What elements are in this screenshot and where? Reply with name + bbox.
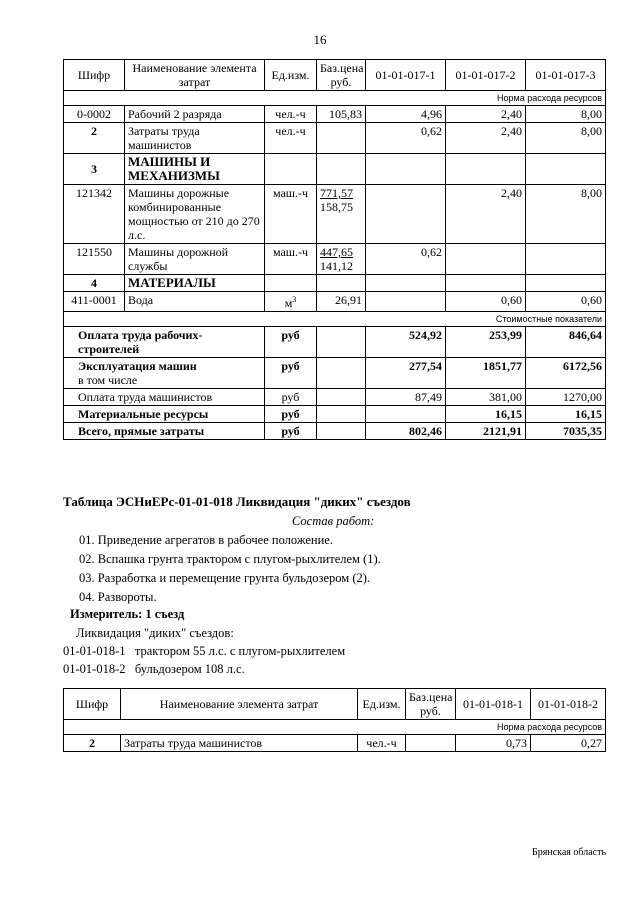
cost-row bbox=[64, 423, 606, 440]
table-header bbox=[64, 60, 606, 91]
row-value-3: 8,00 bbox=[526, 123, 606, 154]
footer-region: Брянская область bbox=[531, 847, 606, 858]
section-title: Таблица ЭСНиЕРс-01-01-018 Ликвидация "диких" съездов bbox=[63, 494, 411, 509]
resource-table-01-01-017 bbox=[63, 59, 606, 440]
row-unit: чел.-ч bbox=[265, 123, 317, 154]
row-price bbox=[317, 244, 366, 275]
cost-value-3: 16,15 bbox=[526, 406, 606, 423]
row-code: 121550 bbox=[64, 244, 125, 275]
row-unit: чел.-ч bbox=[358, 735, 406, 752]
cost-value-2: 2121,91 bbox=[446, 423, 526, 440]
row-code: 2 bbox=[64, 735, 121, 752]
cost-label-row bbox=[64, 312, 606, 327]
cost-value-2: 253,99 bbox=[446, 327, 526, 358]
work-item-3: 03. Разработка и перемещение грунта бульдозером (2). bbox=[79, 571, 371, 585]
variant-item-2: 01-01-018-2 бульдозером 108 л.с. bbox=[63, 662, 245, 676]
row-price-top: 771,57 bbox=[320, 186, 353, 200]
section-row-materials bbox=[64, 275, 606, 292]
cost-row bbox=[64, 358, 606, 389]
page-number: 16 bbox=[313, 32, 327, 47]
cost-row bbox=[64, 327, 606, 358]
cost-unit: руб bbox=[265, 358, 317, 389]
row-code: 121342 bbox=[64, 185, 125, 244]
cost-value-1: 87,49 bbox=[366, 389, 446, 406]
work-item-4: 04. Развороты. bbox=[79, 590, 157, 604]
row-value-2: 2,40 bbox=[446, 185, 526, 244]
row-unit: $м^3$ bbox=[265, 292, 317, 312]
row-name: Затраты труда машинистов bbox=[121, 735, 358, 752]
row-value-1: 4,96 bbox=[366, 106, 446, 123]
row-value-1: 0,62 bbox=[366, 123, 446, 154]
row-code: 4 bbox=[64, 275, 125, 292]
row-value-2: 0,27 bbox=[531, 735, 606, 752]
row-name: Рабочий 2 разряда bbox=[125, 106, 265, 123]
work-item-1: 01. Приведение агрегатов в рабочее положение. bbox=[79, 533, 333, 547]
cost-value-2: 1851,77 bbox=[446, 358, 526, 389]
header-col1: 01-01-018-1 bbox=[456, 689, 531, 720]
cost-value-3: 7035,35 bbox=[526, 423, 606, 440]
row-value-3: 8,00 bbox=[526, 185, 606, 244]
header-code: Шифр bbox=[64, 60, 125, 91]
cost-value-2: 16,15 bbox=[446, 406, 526, 423]
row-code: 411-0001 bbox=[64, 292, 125, 312]
work-item-2: 02. Вспашка грунта трактором с плугом-рыхлителем (1). bbox=[79, 552, 381, 566]
table-row bbox=[64, 106, 606, 123]
liquidation-text: Ликвидация "диких" съездов: bbox=[76, 626, 234, 640]
cost-unit: руб bbox=[265, 389, 317, 406]
header-col2: 01-01-017-2 bbox=[446, 60, 526, 91]
row-price-top: 447,65 bbox=[320, 245, 353, 259]
row-code: 0-0002 bbox=[64, 106, 125, 123]
cost-value-1: 802,46 bbox=[366, 423, 446, 440]
row-value-3: 0,60 bbox=[526, 292, 606, 312]
table-header bbox=[64, 689, 606, 720]
meter-text: Измеритель: 1 съезд bbox=[70, 607, 185, 621]
row-name: Вода bbox=[125, 292, 265, 312]
header-name: Наименование элемента затрат bbox=[125, 60, 265, 91]
cost-value-3: 1270,00 bbox=[526, 389, 606, 406]
norm-row bbox=[64, 91, 606, 106]
header-col2: 01-01-018-2 bbox=[531, 689, 606, 720]
row-code: 3 bbox=[64, 154, 125, 185]
cost-value-1: 277,54 bbox=[366, 358, 446, 389]
cost-value-3: 846,64 bbox=[526, 327, 606, 358]
row-price: 26,91 bbox=[317, 292, 366, 312]
cost-value-3: 6172,56 bbox=[526, 358, 606, 389]
row-name: Затраты труда машинистов bbox=[125, 123, 265, 154]
row-price-bottom: 141,12 bbox=[320, 259, 353, 273]
cost-unit: руб bbox=[265, 423, 317, 440]
row-value-1: 0,62 bbox=[366, 244, 446, 275]
section-row-machines bbox=[64, 154, 606, 185]
norm-row bbox=[64, 720, 606, 735]
header-price: Баз.цена руб. bbox=[406, 689, 456, 720]
row-unit: чел.-ч bbox=[265, 106, 317, 123]
header-unit: Ед.изм. bbox=[358, 689, 406, 720]
cost-name: Оплата труда машинистов bbox=[64, 389, 265, 406]
row-name: Машины дорожные комбинированные мощностью от 210 до 270 л.с. bbox=[125, 185, 265, 244]
table-row bbox=[64, 735, 606, 752]
header-price: Баз.цена руб. bbox=[317, 60, 366, 91]
row-name: МАТЕРИАЛЫ bbox=[125, 275, 265, 292]
cost-name: Материальные ресурсы bbox=[64, 406, 265, 423]
row-value-1: 0,73 bbox=[456, 735, 531, 752]
header-col3: 01-01-017-3 bbox=[526, 60, 606, 91]
table-row bbox=[64, 244, 606, 275]
row-name: Машины дорожной службы bbox=[125, 244, 265, 275]
row-unit: маш.-ч bbox=[265, 185, 317, 244]
cost-row bbox=[64, 406, 606, 423]
row-name: МАШИНЫ И МЕХАНИЗМЫ bbox=[125, 154, 265, 185]
norm-label: Норма расхода ресурсов bbox=[64, 91, 606, 106]
table-row bbox=[64, 123, 606, 154]
cost-row bbox=[64, 389, 606, 406]
row-price: 105,83 bbox=[317, 106, 366, 123]
header-col1: 01-01-017-1 bbox=[366, 60, 446, 91]
table-row bbox=[64, 292, 606, 312]
row-value-3: 8,00 bbox=[526, 106, 606, 123]
resource-table-01-01-018 bbox=[63, 688, 606, 752]
cost-name: Всего, прямые затраты bbox=[64, 423, 265, 440]
variant-item-1: 01-01-018-1 трактором 55 л.с. с плугом-рыхлителем bbox=[63, 644, 346, 658]
cost-unit: руб bbox=[265, 327, 317, 358]
cost-name: Оплата труда рабочих-строителей bbox=[64, 327, 265, 358]
header-code: Шифр bbox=[64, 689, 121, 720]
cost-label: Стоимостные показатели bbox=[64, 312, 606, 327]
header-unit: Ед.изм. bbox=[265, 60, 317, 91]
header-name: Наименование элемента затрат bbox=[121, 689, 358, 720]
cost-value-2: 381,00 bbox=[446, 389, 526, 406]
row-value-2: 2,40 bbox=[446, 106, 526, 123]
row-value-2: 2,40 bbox=[446, 123, 526, 154]
row-unit: маш.-ч bbox=[265, 244, 317, 275]
work-composition-title: Состав работ: bbox=[292, 514, 375, 528]
table-row bbox=[64, 185, 606, 244]
row-code: 2 bbox=[64, 123, 125, 154]
cost-name: Эксплуатация машин в том числе bbox=[64, 358, 265, 389]
cost-unit: руб bbox=[265, 406, 317, 423]
row-price-bottom: 158,75 bbox=[320, 200, 353, 214]
row-value-2: 0,60 bbox=[446, 292, 526, 312]
row-price bbox=[317, 185, 366, 244]
norm-label: Норма расхода ресурсов bbox=[64, 720, 606, 735]
cost-value-1: 524,92 bbox=[366, 327, 446, 358]
